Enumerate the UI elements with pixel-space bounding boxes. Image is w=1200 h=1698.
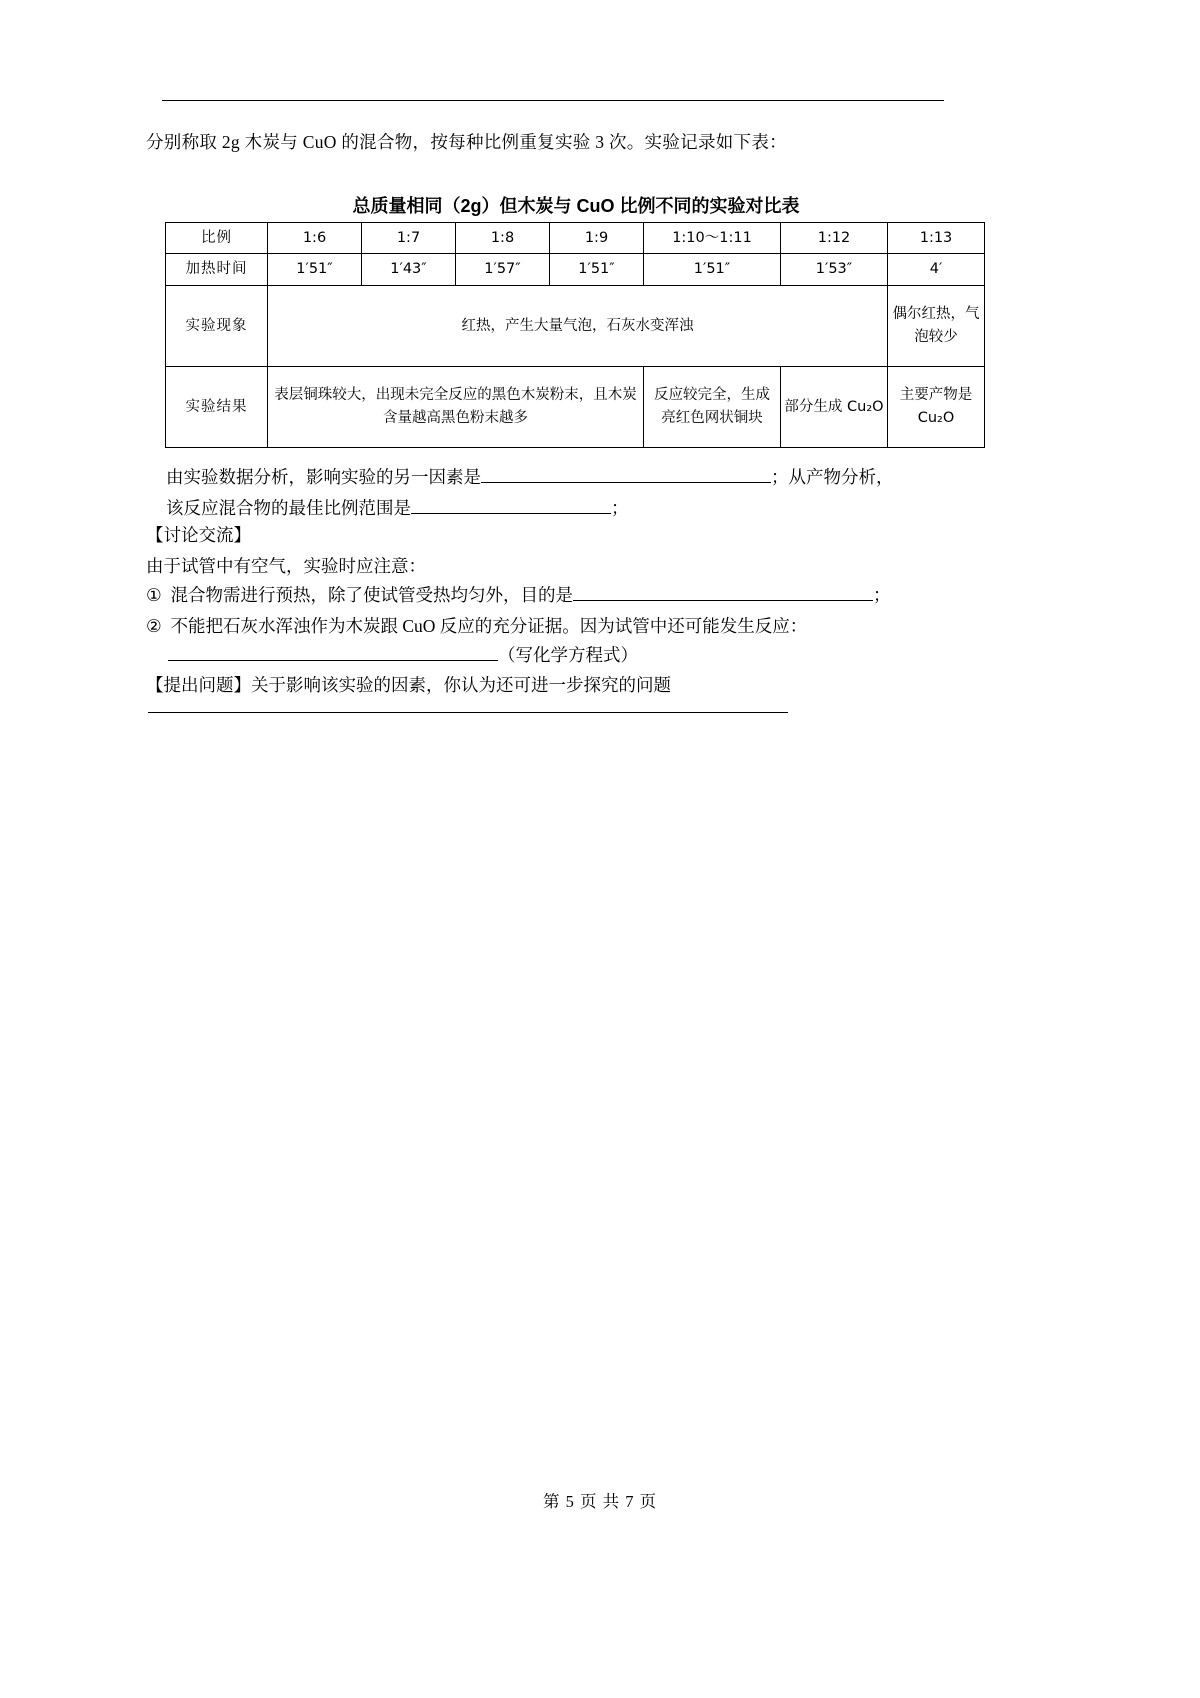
answer-blank-4[interactable] xyxy=(168,643,498,662)
table-row xyxy=(166,223,985,254)
discuss-item-2 xyxy=(146,611,996,644)
experiment-comparison-table xyxy=(165,222,985,448)
answer-blank-3[interactable] xyxy=(573,583,873,602)
heating-time-cell-5: 1′51″ xyxy=(644,254,781,285)
results-cell-7: 主要产物是 Cu₂O xyxy=(888,366,985,447)
ratio-cell-2: 1:7 xyxy=(362,223,456,254)
header-divider xyxy=(162,100,944,101)
question-line-2 xyxy=(146,493,996,524)
answer-blank-2[interactable] xyxy=(411,495,611,514)
heating-time-cell-6: 1′53″ xyxy=(781,254,888,285)
heating-time-cell-4: 1′51″ xyxy=(550,254,644,285)
equation-hint: （写化学方程式） xyxy=(498,645,638,665)
item-2-text: 不能把石灰水浑浊作为木炭跟 CuO 反应的充分证据。因为试管中还可能发生反应： xyxy=(170,616,808,636)
heating-time-cell-1: 1′51″ xyxy=(268,254,362,285)
results-merged-cell: 表层铜珠较大，出现未完全反应的黑色木炭粉末，且木炭含量越高黑色粉末越多 xyxy=(268,366,644,447)
table-row xyxy=(166,285,985,366)
ratio-cell-7: 1:13 xyxy=(888,223,985,254)
discuss-item-1 xyxy=(146,580,996,613)
ratio-cell-3: 1:8 xyxy=(456,223,550,254)
question-1-suffix: ；从产物分析， xyxy=(771,467,894,487)
answer-blank-1[interactable] xyxy=(481,465,771,484)
question-1-prefix: 由实验数据分析，影响实验的另一因素是 xyxy=(166,467,481,487)
row-label-heating-time: 加热时间 xyxy=(166,254,268,285)
equation-answer-line xyxy=(146,640,1018,672)
table-title: 总质量相同（2g）但木炭与 CuO 比例不同的实验对比表 xyxy=(352,196,800,216)
item-2-marker: ② xyxy=(146,617,162,637)
row-label-ratio: 比例 xyxy=(166,223,268,254)
intro-paragraph: 分别称取 2g 木炭与 CuO 的混合物，按每种比例重复实验 3 次。实验记录如下表： xyxy=(146,132,787,152)
ask-question-line xyxy=(146,670,996,702)
table-row xyxy=(166,254,985,285)
heating-time-cell-7: 4′ xyxy=(888,254,985,285)
page-footer: 第 5 页 共 7 页 xyxy=(542,1492,658,1511)
table-row xyxy=(166,366,985,447)
results-cell-6: 部分生成 Cu₂O xyxy=(781,366,888,447)
item-1-suffix: ； xyxy=(872,585,891,605)
question-2-prefix: 该反应混合物的最佳比例范围是 xyxy=(166,497,411,518)
question-line-1 xyxy=(146,462,996,493)
row-label-results: 实验结果 xyxy=(166,366,268,447)
phenomena-merged-cell: 红热，产生大量气泡，石灰水变浑浊 xyxy=(268,285,888,366)
discuss-note: 由于试管中有空气，实验时应注意： xyxy=(146,556,426,576)
answer-blank-5[interactable] xyxy=(148,712,788,713)
ask-heading: 【提出问题】 xyxy=(146,675,251,695)
row-label-phenomena: 实验现象 xyxy=(166,285,268,366)
ratio-cell-4: 1:9 xyxy=(550,223,644,254)
ratio-cell-5: 1:10～1:11 xyxy=(644,223,781,254)
heating-time-cell-3: 1′57″ xyxy=(456,254,550,285)
heating-time-cell-2: 1′43″ xyxy=(362,254,456,285)
ratio-cell-6: 1:12 xyxy=(781,223,888,254)
ask-text: 关于影响该实验的因素，你认为还可进一步探究的问题 xyxy=(251,675,671,695)
analysis-questions xyxy=(146,462,996,523)
ratio-cell-1: 1:6 xyxy=(268,223,362,254)
item-1-prefix: 混合物需进行预热，除了使试管受热均匀外，目的是 xyxy=(170,585,573,605)
phenomena-cell-7: 偶尔红热，气泡较少 xyxy=(888,285,985,366)
item-1-marker: ① xyxy=(146,586,162,606)
discuss-heading: 【讨论交流】 xyxy=(146,525,251,545)
results-cell-5: 反应较完全，生成亮红色网状铜块 xyxy=(644,366,781,447)
question-2-suffix: ； xyxy=(611,497,629,518)
